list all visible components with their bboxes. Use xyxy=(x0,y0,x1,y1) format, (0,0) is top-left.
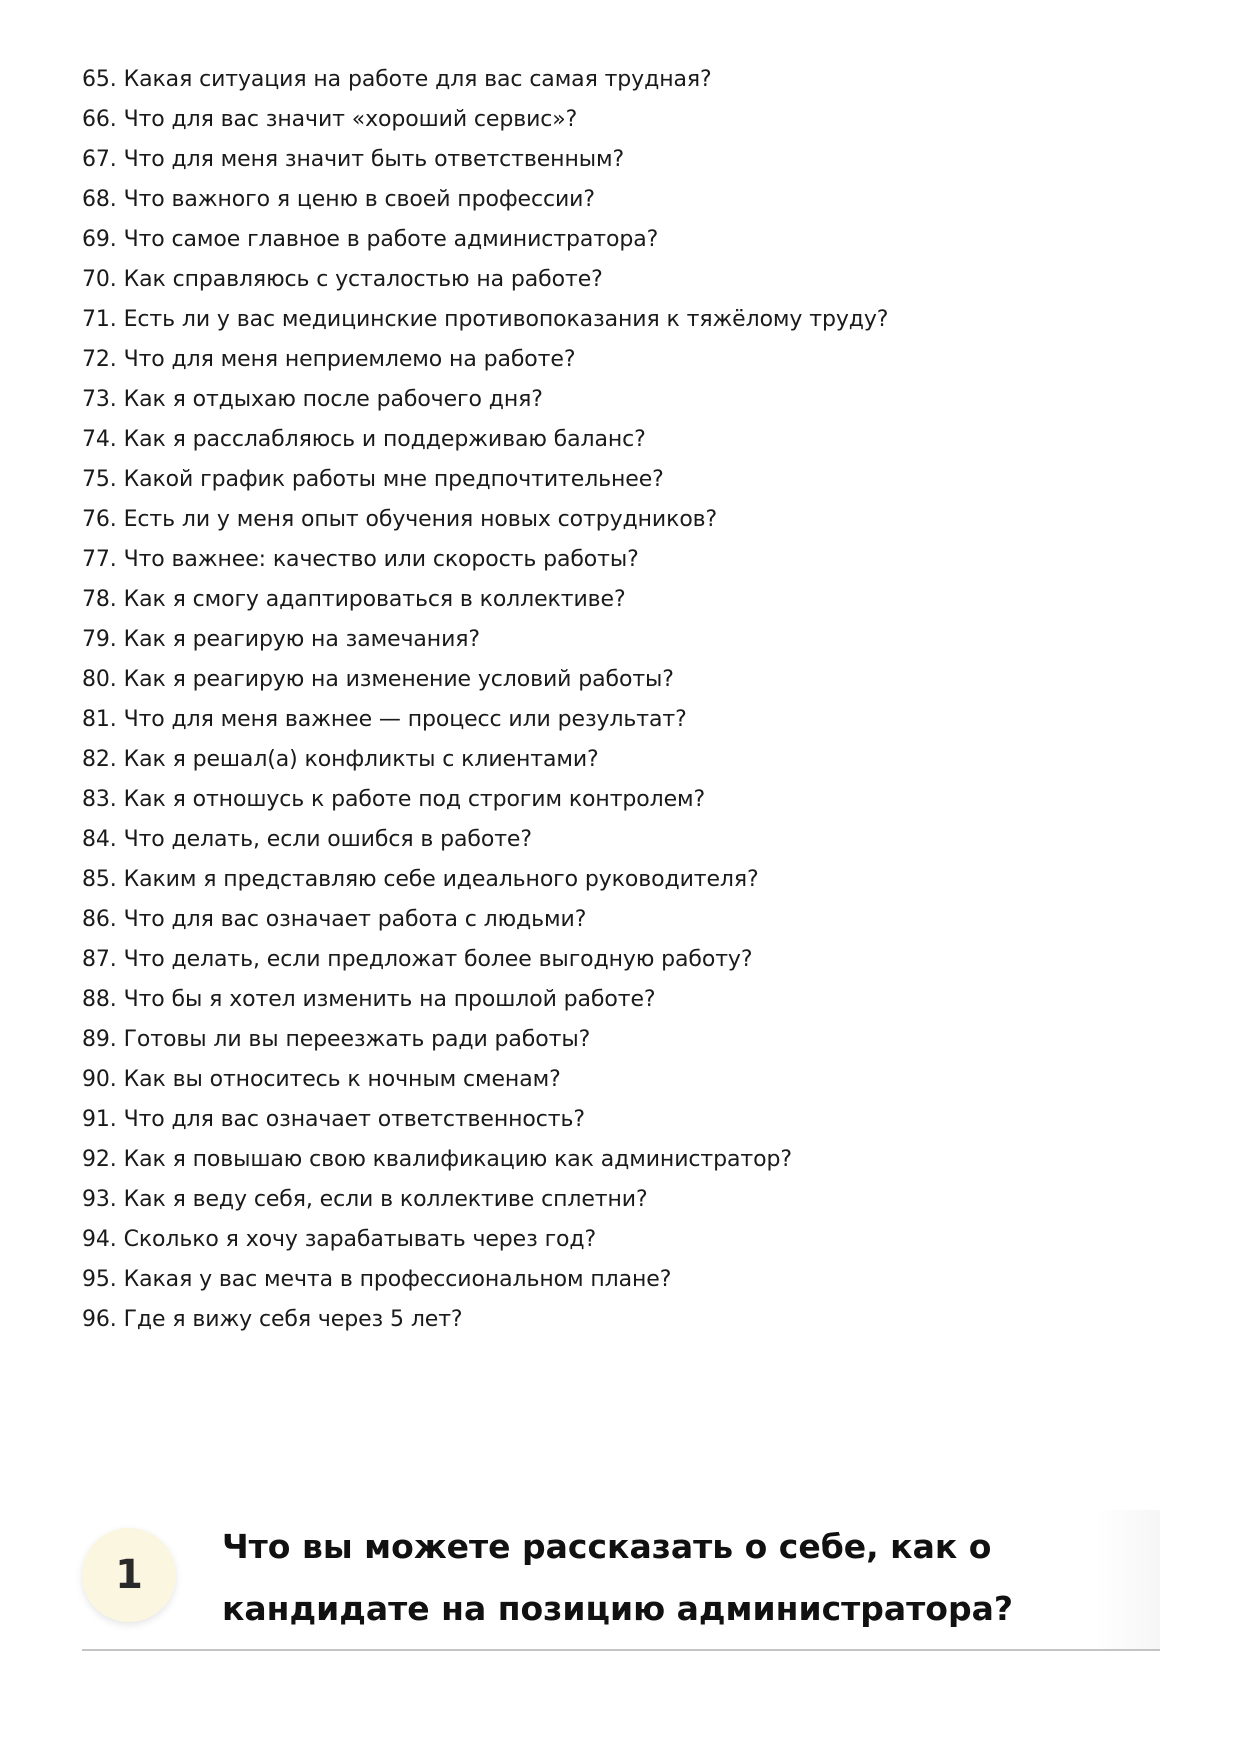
list-item xyxy=(82,1220,1082,1260)
list-item xyxy=(82,900,1082,940)
question-number: 95. xyxy=(82,1267,117,1292)
question-number: 67. xyxy=(82,147,117,172)
question-number: 85. xyxy=(82,867,117,892)
list-item xyxy=(82,420,1082,460)
list-item xyxy=(82,1300,1082,1340)
question-number: 65. xyxy=(82,67,117,92)
question-number: 79. xyxy=(82,627,117,652)
question-number: 96. xyxy=(82,1307,117,1332)
question-text: Что важнее: качество или скорость работы? xyxy=(123,547,639,572)
list-item xyxy=(82,540,1082,580)
question-text: Что самое главное в работе администратора? xyxy=(123,227,659,252)
list-item xyxy=(82,1180,1082,1220)
list-item xyxy=(82,780,1082,820)
question-number: 86. xyxy=(82,907,117,932)
question-list xyxy=(82,60,1082,1340)
question-text: Какая ситуация на работе для вас самая трудная? xyxy=(123,67,712,92)
question-number: 91. xyxy=(82,1107,117,1132)
list-item xyxy=(82,740,1082,780)
question-number: 88. xyxy=(82,987,117,1012)
list-item xyxy=(82,1260,1082,1300)
question-text: Что для меня неприемлемо на работе? xyxy=(123,347,576,372)
section-header xyxy=(82,1510,1160,1650)
question-text: Как я отдыхаю после рабочего дня? xyxy=(123,387,543,412)
question-number: 69. xyxy=(82,227,117,252)
list-item xyxy=(82,980,1082,1020)
list-item xyxy=(82,620,1082,660)
question-number: 72. xyxy=(82,347,117,372)
question-number: 92. xyxy=(82,1147,117,1172)
question-number: 90. xyxy=(82,1067,117,1092)
question-text: Что для меня важнее — процесс или результат? xyxy=(123,707,687,732)
question-text: Сколько я хочу зарабатывать через год? xyxy=(123,1227,597,1252)
list-item xyxy=(82,660,1082,700)
question-text: Что для вас означает ответственность? xyxy=(123,1107,585,1132)
list-item xyxy=(82,340,1082,380)
section-divider xyxy=(82,1649,1160,1651)
list-item xyxy=(82,60,1082,100)
list-item xyxy=(82,140,1082,180)
list-item xyxy=(82,220,1082,260)
question-text: Какой график работы мне предпочтительнее? xyxy=(123,467,664,492)
question-number: 75. xyxy=(82,467,117,492)
list-item xyxy=(82,700,1082,740)
question-text: Что важного я ценю в своей профессии? xyxy=(123,187,595,212)
list-item xyxy=(82,100,1082,140)
list-item xyxy=(82,180,1082,220)
question-text: Готовы ли вы переезжать ради работы? xyxy=(123,1027,591,1052)
question-number: 93. xyxy=(82,1187,117,1212)
question-number: 94. xyxy=(82,1227,117,1252)
section-heading: Что вы можете рассказать о себе, как о кандидате на позицию администратора? xyxy=(222,1527,1013,1628)
list-item xyxy=(82,260,1082,300)
question-text: Есть ли у меня опыт обучения новых сотрудников? xyxy=(123,507,718,532)
list-item xyxy=(82,300,1082,340)
list-item xyxy=(82,1060,1082,1100)
question-number: 77. xyxy=(82,547,117,572)
list-item xyxy=(82,460,1082,500)
question-text: Какая у вас мечта в профессиональном плане? xyxy=(123,1267,672,1292)
question-number: 68. xyxy=(82,187,117,212)
question-text: Как справляюсь с усталостью на работе? xyxy=(123,267,603,292)
question-number: 66. xyxy=(82,107,117,132)
question-number: 81. xyxy=(82,707,117,732)
question-number: 83. xyxy=(82,787,117,812)
question-text: Как я отношусь к работе под строгим контролем? xyxy=(123,787,706,812)
question-text: Есть ли у вас медицинские противопоказания к тяжёлому труду? xyxy=(123,307,889,332)
list-item xyxy=(82,1020,1082,1060)
list-item xyxy=(82,860,1082,900)
list-item xyxy=(82,380,1082,420)
section-number-badge: 1 xyxy=(82,1528,176,1622)
question-number: 76. xyxy=(82,507,117,532)
question-text: Как вы относитесь к ночным сменам? xyxy=(123,1067,561,1092)
question-text: Как я решал(а) конфликты с клиентами? xyxy=(123,747,599,772)
question-text: Каким я представляю себе идеального руководителя? xyxy=(123,867,759,892)
question-number: 78. xyxy=(82,587,117,612)
list-item xyxy=(82,1140,1082,1180)
question-number: 80. xyxy=(82,667,117,692)
question-text: Как я повышаю свою квалификацию как администратор? xyxy=(123,1147,792,1172)
question-text: Что для вас значит «хороший сервис»? xyxy=(123,107,578,132)
list-item xyxy=(82,580,1082,620)
question-text: Как я смогу адаптироваться в коллективе? xyxy=(123,587,626,612)
question-text: Как я веду себя, если в коллективе сплетни? xyxy=(123,1187,648,1212)
question-number: 89. xyxy=(82,1027,117,1052)
question-text: Где я вижу себя через 5 лет? xyxy=(123,1307,463,1332)
question-number: 87. xyxy=(82,947,117,972)
question-text: Что делать, если ошибся в работе? xyxy=(123,827,532,852)
question-number: 84. xyxy=(82,827,117,852)
list-item xyxy=(82,500,1082,540)
question-text: Как я расслабляюсь и поддерживаю баланс? xyxy=(123,427,646,452)
question-text: Что делать, если предложат более выгодную работу? xyxy=(123,947,753,972)
question-number: 70. xyxy=(82,267,117,292)
list-item xyxy=(82,820,1082,860)
question-text: Что для вас означает работа с людьми? xyxy=(123,907,587,932)
question-text: Что для меня значит быть ответственным? xyxy=(123,147,625,172)
question-number: 73. xyxy=(82,387,117,412)
question-text: Как я реагирую на замечания? xyxy=(123,627,480,652)
question-number: 71. xyxy=(82,307,117,332)
list-item xyxy=(82,940,1082,980)
question-text: Что бы я хотел изменить на прошлой работе? xyxy=(123,987,656,1012)
list-item xyxy=(82,1100,1082,1140)
question-text: Как я реагирую на изменение условий работы? xyxy=(123,667,674,692)
question-number: 74. xyxy=(82,427,117,452)
question-number: 82. xyxy=(82,747,117,772)
